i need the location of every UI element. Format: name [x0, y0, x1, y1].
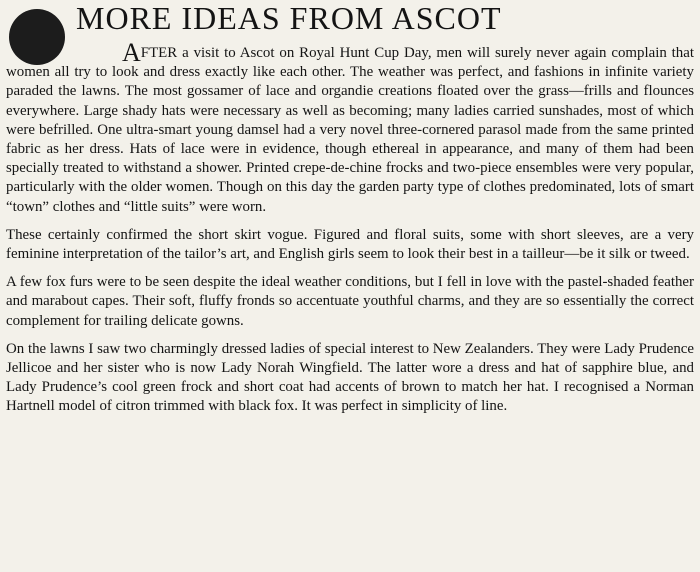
paragraph-3: A few fox furs were to be seen despite the ideal weather conditions, but I fell in love with the pastel-shaded feather and marabout capes. Their soft, fluffy fronds so accentuate youthful charms, and they are so essentially the correct complement for trailing delicate gowns. — [6, 274, 694, 329]
article-title: MORE IDEAS FROM ASCOT — [76, 0, 502, 36]
article-body — [6, 38, 694, 426]
drop-cap: A — [122, 38, 141, 67]
paragraph-4: On the lawns I saw two charmingly dressed ladies of special interest to New Zealanders. They were Lady Prudence Jellicoe and her sister who is now Lady Norah Wingfield. The latter wore a dress and hat of sapphire blue, and Lady Prudence’s cool green frock and short coat had accents of brown to match her hat. I recognised a Norman Hartnell model of citron trimmed with black fox. It was perfect in simplicity of line. — [6, 340, 694, 415]
paragraph-2: These certainly confirmed the short skirt vogue. Figured and floral suits, some with short sleeves, are a very feminine interpretation of the tailor’s art, and English girls seem to look their best in a tailleur—be it silk or tweed. — [6, 226, 694, 263]
paragraph-1 — [6, 38, 694, 217]
paragraph-1-text: FTER a visit to Ascot on Royal Hunt Cup Day, men will surely never again complain that women all try to look and dress exactly like each other. The weather was perfect, and fashions in infinite variety paraded the lawns. The most gossamer of lace and organdie creations floated over the grass—frills and flounces everywhere. Large shady hats were necessary as well as becoming; many ladies carried sunshades, most of which were befrilled. One ultra-smart young damsel had a very novel three-cornered parasol made from the same printed fabric as her dress. Hats of lace were in evidence, though ethereal in appearance, and many of them had been specially treated to withstand a shower. Printed crepe-de-chine frocks and two-piece ensembles were very popular, particularly with the older women. Though on this day the garden party type of clothes predominated, lots of smart “town” clothes and “little suits” were worn. — [6, 45, 694, 215]
